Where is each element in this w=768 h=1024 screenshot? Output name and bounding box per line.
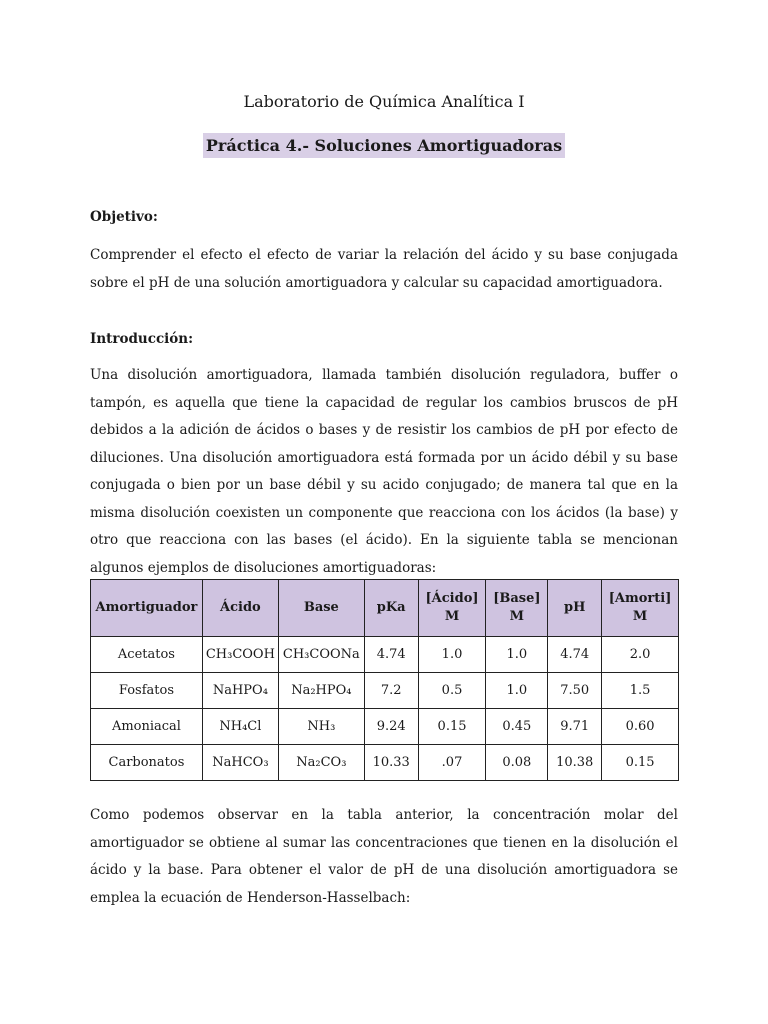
table-cell: 2.0 — [602, 637, 679, 673]
subtitle-container — [0, 133, 768, 158]
table-cell: 0.15 — [418, 709, 486, 745]
table-cell: 7.50 — [548, 673, 602, 709]
table-cell: 9.71 — [548, 709, 602, 745]
table-cell: NH₃ — [278, 709, 364, 745]
table-row — [91, 745, 679, 781]
table-cell: CH₃COOH — [202, 637, 278, 673]
table-cell: 1.0 — [418, 637, 486, 673]
table-cell: 9.24 — [364, 709, 418, 745]
table-cell: 1.5 — [602, 673, 679, 709]
table-cell: 1.0 — [486, 637, 548, 673]
introduction-paragraph: Una disolución amortiguadora, llamada también disolución reguladora, buffer o tampón, es aquella que tiene la capacidad de regular los cambios bruscos de pH debidos a la adición de ácidos o bases y de resistir los cambios de pH por efecto de diluciones. Una disolución amortiguadora está formada por un ácido débil y su base conjugada o bien por un base débil y su acido conjugado; de manera tal que en la misma disolución coexisten un componente que reacciona con los ácidos (la base) y otro que reacciona con las bases (el ácido). En la siguiente tabla se mencionan algunos ejemplos de disoluciones amortiguadoras: — [90, 367, 678, 576]
table-row — [91, 637, 679, 673]
table-cell: Na₂HPO₄ — [278, 673, 364, 709]
header-acido: Ácido — [202, 580, 278, 637]
table-cell: 0.60 — [602, 709, 679, 745]
table-row — [91, 673, 679, 709]
header-amorti-concentration: [Amorti] M — [602, 580, 679, 637]
table-header-row — [91, 580, 679, 637]
document-title: Laboratorio de Química Analítica I — [243, 92, 525, 111]
table-cell: NH₄Cl — [202, 709, 278, 745]
table-cell: 10.33 — [364, 745, 418, 781]
header-amortiguador: Amortiguador — [91, 580, 203, 637]
after-table-paragraph: Como podemos observar en la tabla anterior, la concentración molar del amortiguador se obtiene al sumar las concentraciones que tienen en la disolución el ácido y la base. Para obtener el valor de pH de una disolución amortiguadora se emplea la ecuación de Henderson-Hasselbach: — [90, 807, 678, 906]
header-acido-concentration: [Ácido] M — [418, 580, 486, 637]
table-cell: Amoniacal — [91, 709, 203, 745]
objective-paragraph: Comprender el efecto el efecto de variar la relación del ácido y su base conjugada sobre el pH de una solución amortiguadora y calcular su capacidad amortiguadora. — [90, 247, 678, 291]
table-cell: Acetatos — [91, 637, 203, 673]
header-pka: pKa — [364, 580, 418, 637]
table-cell: .07 — [418, 745, 486, 781]
table-cell: 0.15 — [602, 745, 679, 781]
table-cell: 4.74 — [364, 637, 418, 673]
table-cell: 1.0 — [486, 673, 548, 709]
table-cell: Carbonatos — [91, 745, 203, 781]
table-cell: 0.45 — [486, 709, 548, 745]
table-cell: CH₃COONa — [278, 637, 364, 673]
objective-heading: Objetivo: — [90, 209, 158, 225]
table-cell: 0.08 — [486, 745, 548, 781]
introduction-heading: Introducción: — [90, 331, 194, 347]
table-cell: 4.74 — [548, 637, 602, 673]
table-cell: Na₂CO₃ — [278, 745, 364, 781]
table-cell: NaHCO₃ — [202, 745, 278, 781]
header-base: Base — [278, 580, 364, 637]
header-base-concentration: [Base] M — [486, 580, 548, 637]
table-cell: 0.5 — [418, 673, 486, 709]
buffers-table — [90, 579, 679, 781]
table-cell: 10.38 — [548, 745, 602, 781]
document-subtitle: Práctica 4.- Soluciones Amortiguadoras — [203, 133, 565, 158]
table-row — [91, 709, 679, 745]
table-cell: 7.2 — [364, 673, 418, 709]
table-cell: Fosfatos — [91, 673, 203, 709]
header-ph: pH — [548, 580, 602, 637]
table-cell: NaHPO₄ — [202, 673, 278, 709]
